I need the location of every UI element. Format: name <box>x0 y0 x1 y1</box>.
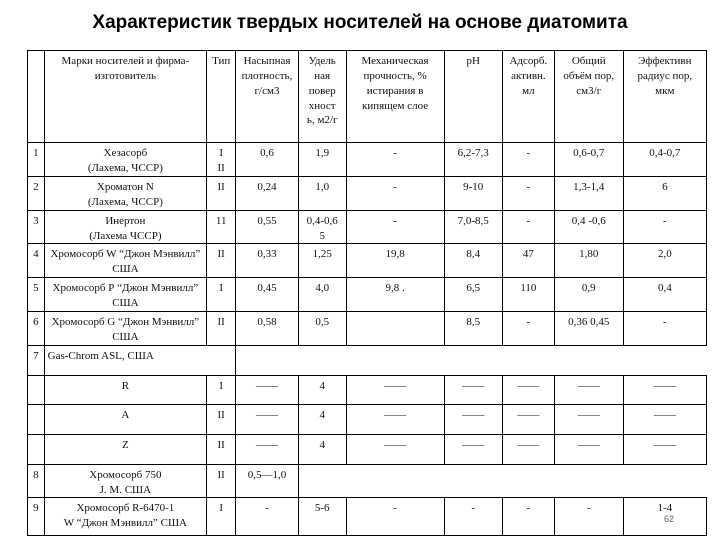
table-row <box>28 434 707 464</box>
cell-density: 0,45 <box>236 278 298 312</box>
row-number: 6 <box>28 311 45 345</box>
cell-density: 0,55 <box>236 210 298 244</box>
cell-surface: 4 <box>298 404 346 434</box>
cell-volume: 0,36 0,45 <box>554 311 623 345</box>
carrier-name: Хромосорб G “Джон Мэнвилл” США <box>44 311 206 345</box>
cell-adsorb: —— <box>502 404 554 434</box>
cell-volume: - <box>554 498 623 536</box>
cell-ph: 6,5 <box>444 278 502 312</box>
carrier-name: Gas-Chrom ASL, США <box>44 345 236 375</box>
cell-volume: 1,80 <box>554 244 623 278</box>
blank-cell <box>298 464 706 498</box>
col-header-volume: Общий объём пор, см3/г <box>554 51 623 143</box>
cell-surface: 5-6 <box>298 498 346 536</box>
cell-ph: - <box>444 498 502 536</box>
table-row <box>28 311 707 345</box>
row-number: 4 <box>28 244 45 278</box>
cell-adsorb: - <box>502 498 554 536</box>
cell-volume: 1,3-1,4 <box>554 177 623 211</box>
row-number: 7 <box>28 345 45 375</box>
cell-radius: 0,4 <box>623 278 706 312</box>
table-row <box>28 143 707 177</box>
cell-adsorb: - <box>502 210 554 244</box>
cell-density: 0,33 <box>236 244 298 278</box>
cell-adsorb: - <box>502 311 554 345</box>
table-row <box>28 375 707 404</box>
row-number <box>28 375 45 404</box>
row-number: 1 <box>28 143 45 177</box>
cell-strength <box>346 311 444 345</box>
cell-density: —— <box>236 434 298 464</box>
table-row <box>28 404 707 434</box>
cell-strength: —— <box>346 375 444 404</box>
table-row <box>28 278 707 312</box>
cell-density: 0,24 <box>236 177 298 211</box>
cell-ph: —— <box>444 404 502 434</box>
table-row <box>28 345 707 375</box>
carrier-name: Хромосорб 750 J. M. США <box>44 464 206 498</box>
carrier-name: Хезасорб (Лахема, ЧССР) <box>44 143 206 177</box>
cell-volume: 0,6-0,7 <box>554 143 623 177</box>
col-header-radius: Эффективн радиус пор, мкм <box>623 51 706 143</box>
table-row <box>28 244 707 278</box>
cell-adsorb: —— <box>502 375 554 404</box>
cell-type: II <box>207 464 236 498</box>
col-header-surface: Удель ная повер хност ь, м2/г <box>298 51 346 143</box>
cell-volume: —— <box>554 434 623 464</box>
cell-surface: 1,9 <box>298 143 346 177</box>
cell-radius: 0,4-0,7 <box>623 143 706 177</box>
cell-surface: 0,5 <box>298 311 346 345</box>
page-number: 62 <box>663 514 674 524</box>
cell-type: I <box>207 375 236 404</box>
cell-density: 0,58 <box>236 311 298 345</box>
col-header-num <box>28 51 45 143</box>
cell-ph: 6,2-7,3 <box>444 143 502 177</box>
cell-density: —— <box>236 404 298 434</box>
cell-type: I II <box>207 143 236 177</box>
cell-strength: - <box>346 143 444 177</box>
col-header-strength: Механическая прочность, % истирания в кипящем слое <box>346 51 444 143</box>
col-header-density: Насыпная плотность, г/см3 <box>236 51 298 143</box>
cell-adsorb: 110 <box>502 278 554 312</box>
cell-density: —— <box>236 375 298 404</box>
cell-radius: - <box>623 311 706 345</box>
cell-type: 11 <box>207 210 236 244</box>
cell-ph: —— <box>444 434 502 464</box>
cell-radius: 6 <box>623 177 706 211</box>
row-number: 8 <box>28 464 45 498</box>
row-number: 2 <box>28 177 45 211</box>
carrier-name: Хромосорб R-6470-1 W “Джон Мэнвилл” США <box>44 498 206 536</box>
cell-surface: 0,4-0,6 5 <box>298 210 346 244</box>
cell-surface: 4,0 <box>298 278 346 312</box>
cell-strength: —— <box>346 404 444 434</box>
carrier-name: Хромосорб Р “Джон Мэнвилл” США <box>44 278 206 312</box>
cell-radius: —— <box>623 375 706 404</box>
cell-type: I <box>207 498 236 536</box>
cell-volume: 0,4 -0,6 <box>554 210 623 244</box>
carrier-name: Инертон (Лахема ЧССР) <box>44 210 206 244</box>
cell-radius: 1-4 <box>623 498 706 536</box>
cell-type: II <box>207 434 236 464</box>
cell-surface: 4 <box>298 375 346 404</box>
cell-volume: —— <box>554 375 623 404</box>
cell-adsorb: 47 <box>502 244 554 278</box>
carrier-name: Хроматон N (Лахема, ЧССР) <box>44 177 206 211</box>
cell-adsorb: - <box>502 143 554 177</box>
cell-strength: - <box>346 177 444 211</box>
cell-surface: 1,0 <box>298 177 346 211</box>
cell-type: II <box>207 244 236 278</box>
cell-ph: 8,4 <box>444 244 502 278</box>
row-number: 3 <box>28 210 45 244</box>
col-header-type: Тип <box>207 51 236 143</box>
cell-ph: 7,0-8,5 <box>444 210 502 244</box>
row-number: 5 <box>28 278 45 312</box>
col-header-ph: pH <box>444 51 502 143</box>
cell-strength: 9,8 . <box>346 278 444 312</box>
cell-type: II <box>207 311 236 345</box>
cell-radius: —— <box>623 434 706 464</box>
cell-type: I <box>207 278 236 312</box>
slide-title: Характеристик твердых носителей на основе диатомита <box>92 12 628 33</box>
cell-surface: 1,25 <box>298 244 346 278</box>
cell-strength: —— <box>346 434 444 464</box>
carrier-grade: R <box>44 375 206 404</box>
cell-type: II <box>207 404 236 434</box>
cell-adsorb: —— <box>502 434 554 464</box>
row-number: 9 <box>28 498 45 536</box>
cell-density: 0,6 <box>236 143 298 177</box>
cell-strength: - <box>346 498 444 536</box>
col-header-adsorb: Адсорб. активн. мл <box>502 51 554 143</box>
cell-ph: 8,5 <box>444 311 502 345</box>
table-row <box>28 464 707 498</box>
cell-density: 0,5—1,0 <box>236 464 298 498</box>
row-number <box>28 434 45 464</box>
cell-adsorb: - <box>502 177 554 211</box>
blank-cell <box>236 345 707 375</box>
cell-volume: 0,9 <box>554 278 623 312</box>
row-number <box>28 404 45 434</box>
cell-strength: 19,8 <box>346 244 444 278</box>
col-header-name: Марки носителей и фирма-изготовитель <box>44 51 206 143</box>
cell-volume: —— <box>554 404 623 434</box>
table-row <box>28 177 707 211</box>
cell-density: - <box>236 498 298 536</box>
carrier-name: Хромосорб W “Джон Мэнвилл” США <box>44 244 206 278</box>
cell-radius: - <box>623 210 706 244</box>
cell-radius: 2,0 <box>623 244 706 278</box>
cell-type: II <box>207 177 236 211</box>
cell-ph: —— <box>444 375 502 404</box>
carrier-grade: Z <box>44 434 206 464</box>
carriers-table <box>27 50 707 536</box>
cell-radius: —— <box>623 404 706 434</box>
carrier-grade: A <box>44 404 206 434</box>
table-row <box>28 210 707 244</box>
header-row <box>28 51 707 143</box>
cell-strength: - <box>346 210 444 244</box>
cell-surface: 4 <box>298 434 346 464</box>
cell-ph: 9-10 <box>444 177 502 211</box>
table-row <box>28 498 707 536</box>
